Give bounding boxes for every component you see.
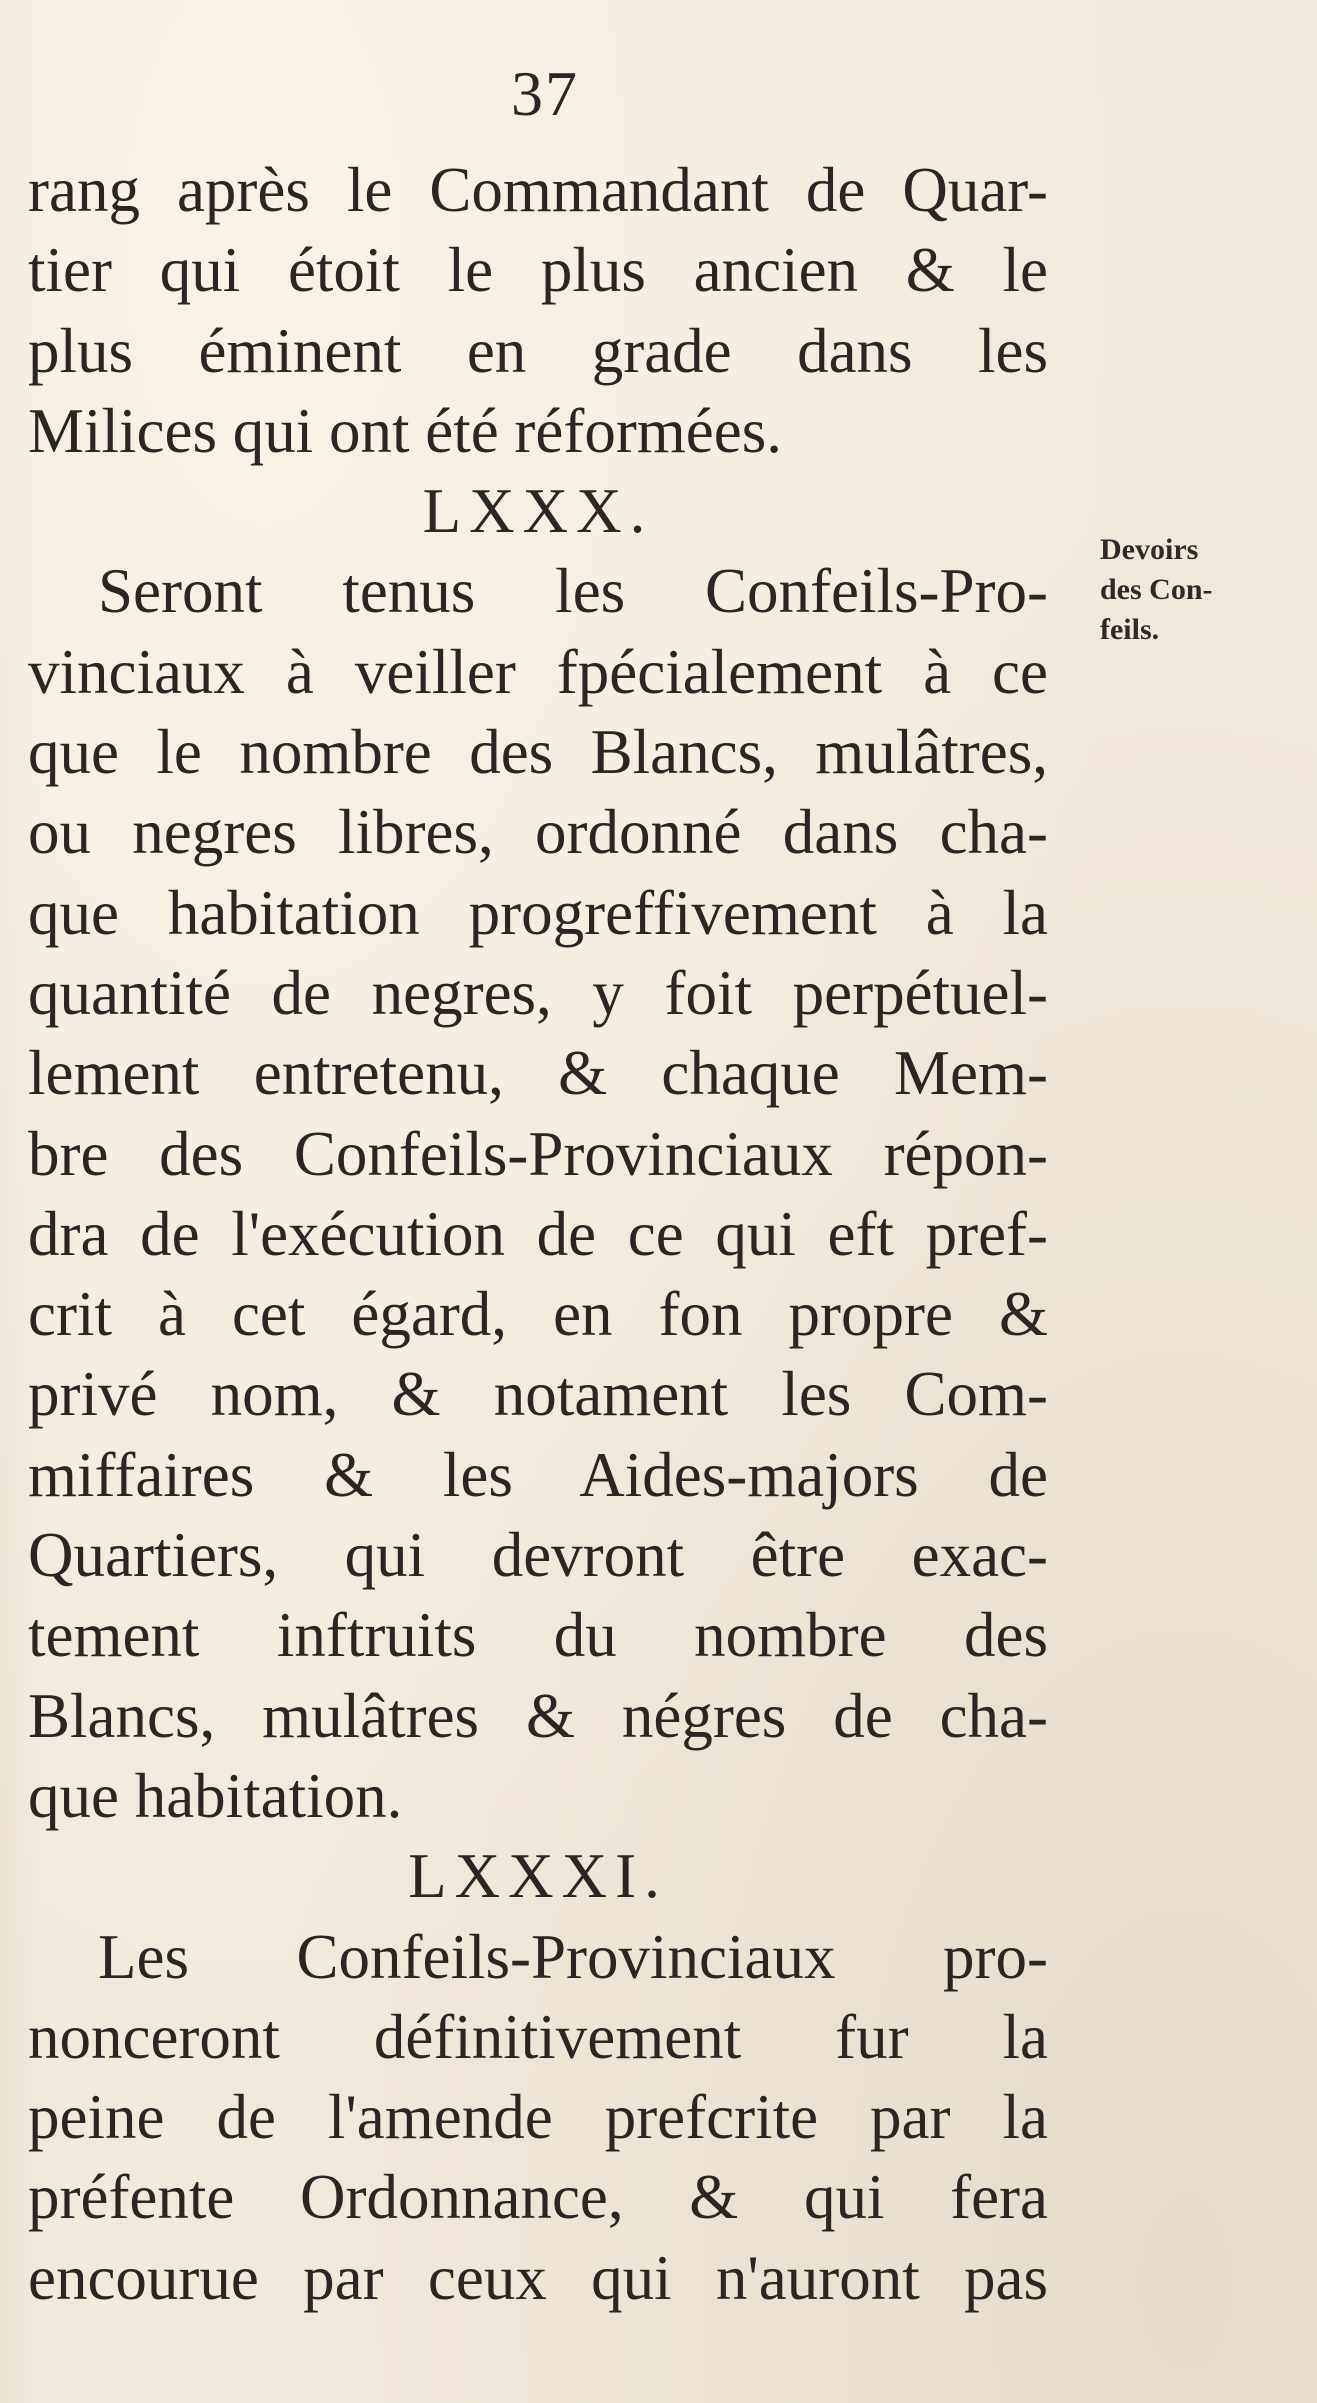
text-line: vinciaux à veiller fpécialement à ce [28,636,1048,707]
text-line: tier qui étoit le plus ancien & le [28,235,1048,306]
page-number: 37 [511,58,579,129]
text-line: bre des Confeils-Provinciaux répon- [28,1118,1048,1189]
text-line: privé nom, & notament les Com- [28,1359,1048,1430]
article-heading-lxxx: LXXX. [422,476,654,547]
text-line: peine de l'amende prefcrite par la [28,2082,1048,2153]
margin-note-line: des Con- [1100,573,1213,606]
article-heading-lxxxi: LXXXI. [408,1841,668,1912]
text-line: lement entretenu, & chaque Mem- [28,1038,1048,1109]
text-line: que habitation progreffivement à la [28,877,1048,948]
margin-note [1100,530,1300,650]
text-line: que habitation. [28,1760,403,1831]
text-line: rang après le Commandant de Quar- [28,155,1048,225]
text-line: encourue par ceux qui n'auront pas [28,2242,1048,2313]
text-line: nonceront définitivement fur la [28,2001,1048,2072]
text-line: quantité de negres, y foit perpétuel- [28,957,1048,1028]
text-line: tement inftruits du nombre des [28,1600,1048,1671]
text-line: Quartiers, qui devront être exac- [28,1520,1048,1591]
text-line: préfente Ordonnance, & qui fera [28,2162,1048,2233]
text-line: Blancs, mulâtres & négres de cha- [28,1680,1048,1751]
text-line: que le nombre des Blancs, mulâtres, [28,717,1048,788]
text-line: miffaires & les Aides-majors de [28,1439,1048,1510]
text-line: Milices qui ont été réformées. [28,395,783,466]
margin-note-line: feils. [1100,613,1160,646]
text-line: ou negres libres, ordonné dans cha- [28,797,1048,868]
text-line: Seront tenus les Confeils-Pro- [98,556,1048,627]
text-line: crit à cet égard, en fon propre & [28,1279,1048,1350]
text-line: Les Confeils-Provinciaux pro- [98,1921,1048,1992]
body-text [28,150,1048,2318]
text-line: plus éminent en grade dans les [28,315,1048,386]
text-line: dra de l'exécution de ce qui eft pref- [28,1198,1048,1269]
margin-note-line: Devoirs [1100,533,1199,566]
